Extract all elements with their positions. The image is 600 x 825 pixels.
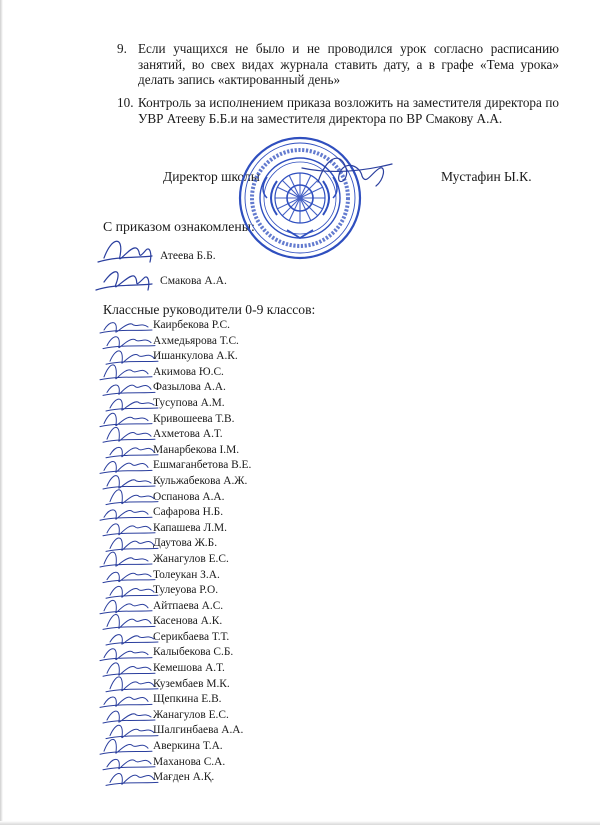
teacher-name: Жанагулов Е.С.: [153, 552, 229, 565]
item-number: 10.: [117, 95, 134, 110]
teacher-signature: [106, 586, 158, 598]
teacher-name: Сафарова Н.Б.: [153, 506, 224, 519]
teacher-signature: [103, 476, 155, 489]
teacher-signature: [106, 677, 158, 692]
teacher-name: Шалгинбаева А.А.: [153, 724, 244, 737]
item-text: Контроль за исполнением приказа возложить на заместителя директора по УВР Атееву Б.Б.и на заместителя директора по ВР Смакову А.А.: [138, 95, 559, 126]
teacher-name: Акимова Ю.С.: [153, 365, 224, 378]
teacher-name: Кузембаев М.К.: [153, 677, 230, 690]
acknowledged-name: Атеева Б.Б.: [160, 249, 216, 262]
teacher-name: Кемешова А.Т.: [153, 662, 225, 675]
teacher-signature: [103, 427, 155, 442]
order-item-9: [117, 41, 559, 88]
teacher-name: Капашева Л.М.: [153, 521, 228, 534]
teacher-signature: [100, 462, 152, 474]
teacher-signature: [100, 697, 152, 707]
signature-smakova: [104, 272, 149, 290]
teacher-signature: [100, 739, 152, 754]
teacher-name: Каирбекова Р.С.: [153, 319, 230, 331]
teacher-signature: [103, 572, 155, 582]
teacher-name: Айтпаева А.С.: [153, 599, 224, 612]
teacher-name: Касенова А.К.: [153, 615, 223, 628]
teacher-name: Ахметова А.Т.: [153, 428, 223, 441]
teacher-signature: [106, 399, 158, 411]
teacher-name: Ишанкулова А.К.: [153, 350, 238, 363]
teacher-name: Тулеуова Р.О.: [153, 584, 219, 597]
teacher-name: Манарбекова І.М.: [153, 443, 240, 456]
teacher-signature: [100, 323, 152, 333]
teacher-name: Фазылова А.А.: [153, 381, 226, 394]
signature-atee: [104, 241, 151, 262]
teacher-signature: [100, 552, 152, 567]
teacher-signature: [100, 649, 152, 661]
scan-edge-bottom: [0, 821, 600, 825]
teacher-signature: [106, 490, 158, 505]
acknowledged-name: Смакова А.А.: [160, 274, 227, 287]
teacher-list: [153, 318, 251, 786]
teacher-signature: [103, 337, 155, 349]
teacher-signature: [106, 351, 158, 364]
teacher-signature: [103, 711, 155, 723]
director-title: Директор школы: [163, 169, 260, 184]
teacher-name: Кульжабекова А.Ж.: [153, 474, 248, 487]
item-text: Если учащихся не было и не проводился урок согласно расписанию занятий, во свех видах журнала ставить дату, а в графе «Тема урока» делать запись «актированный день»: [138, 41, 559, 87]
acknowledgement-intro: С приказом ознакомлены:: [103, 219, 255, 234]
teacher-signature: [100, 365, 152, 380]
teacher-signature: [100, 600, 152, 613]
teacher-name: Ахмедьярова Т.С.: [153, 334, 239, 347]
teacher-name: Кривошеева Т.В.: [153, 412, 235, 425]
teacher-name: Ешмаганбетова В.Е.: [153, 459, 252, 472]
teacher-name: Калыбекова С.Б.: [153, 646, 234, 659]
teacher-signature: [106, 774, 158, 786]
teacher-name: Щепкина Е.В.: [153, 693, 222, 706]
teacher-signature: [100, 413, 152, 426]
item-number: 9.: [117, 41, 127, 56]
teacher-signature: [103, 663, 155, 676]
director-name: Мустафин Ы.К.: [441, 169, 532, 184]
teacher-name: Мағден А.Қ.: [153, 771, 215, 784]
teacher-name: Аверкина Т.А.: [153, 740, 223, 753]
teacher-signature: [100, 510, 152, 520]
teacher-signature: [106, 725, 158, 738]
teacher-signature: [106, 635, 158, 645]
teacher-signature: [106, 447, 158, 457]
teacher-signature: [103, 385, 155, 395]
teachers-heading: Классные руководители 0-9 классов:: [103, 302, 316, 317]
teacher-name: Тусупова А.М.: [153, 396, 225, 409]
teacher-name: Маханова С.А.: [153, 755, 226, 768]
official-stamp: [237, 135, 363, 261]
teacher-name: Оспанова А.А.: [153, 490, 225, 503]
teacher-signature: [106, 538, 158, 551]
teacher-signature: [103, 759, 155, 769]
teacher-signature: [103, 524, 155, 536]
order-item-10: [117, 95, 559, 126]
scan-edge-left: [0, 0, 3, 825]
teacher-name: Толеукан З.А.: [153, 568, 220, 581]
teacher-name: Серикбаева Т.Т.: [153, 630, 230, 643]
teacher-name: Даутова Ж.Б.: [153, 537, 218, 550]
teacher-name: Жанагулов Е.С.: [153, 708, 229, 721]
teacher-signature: [103, 615, 155, 630]
